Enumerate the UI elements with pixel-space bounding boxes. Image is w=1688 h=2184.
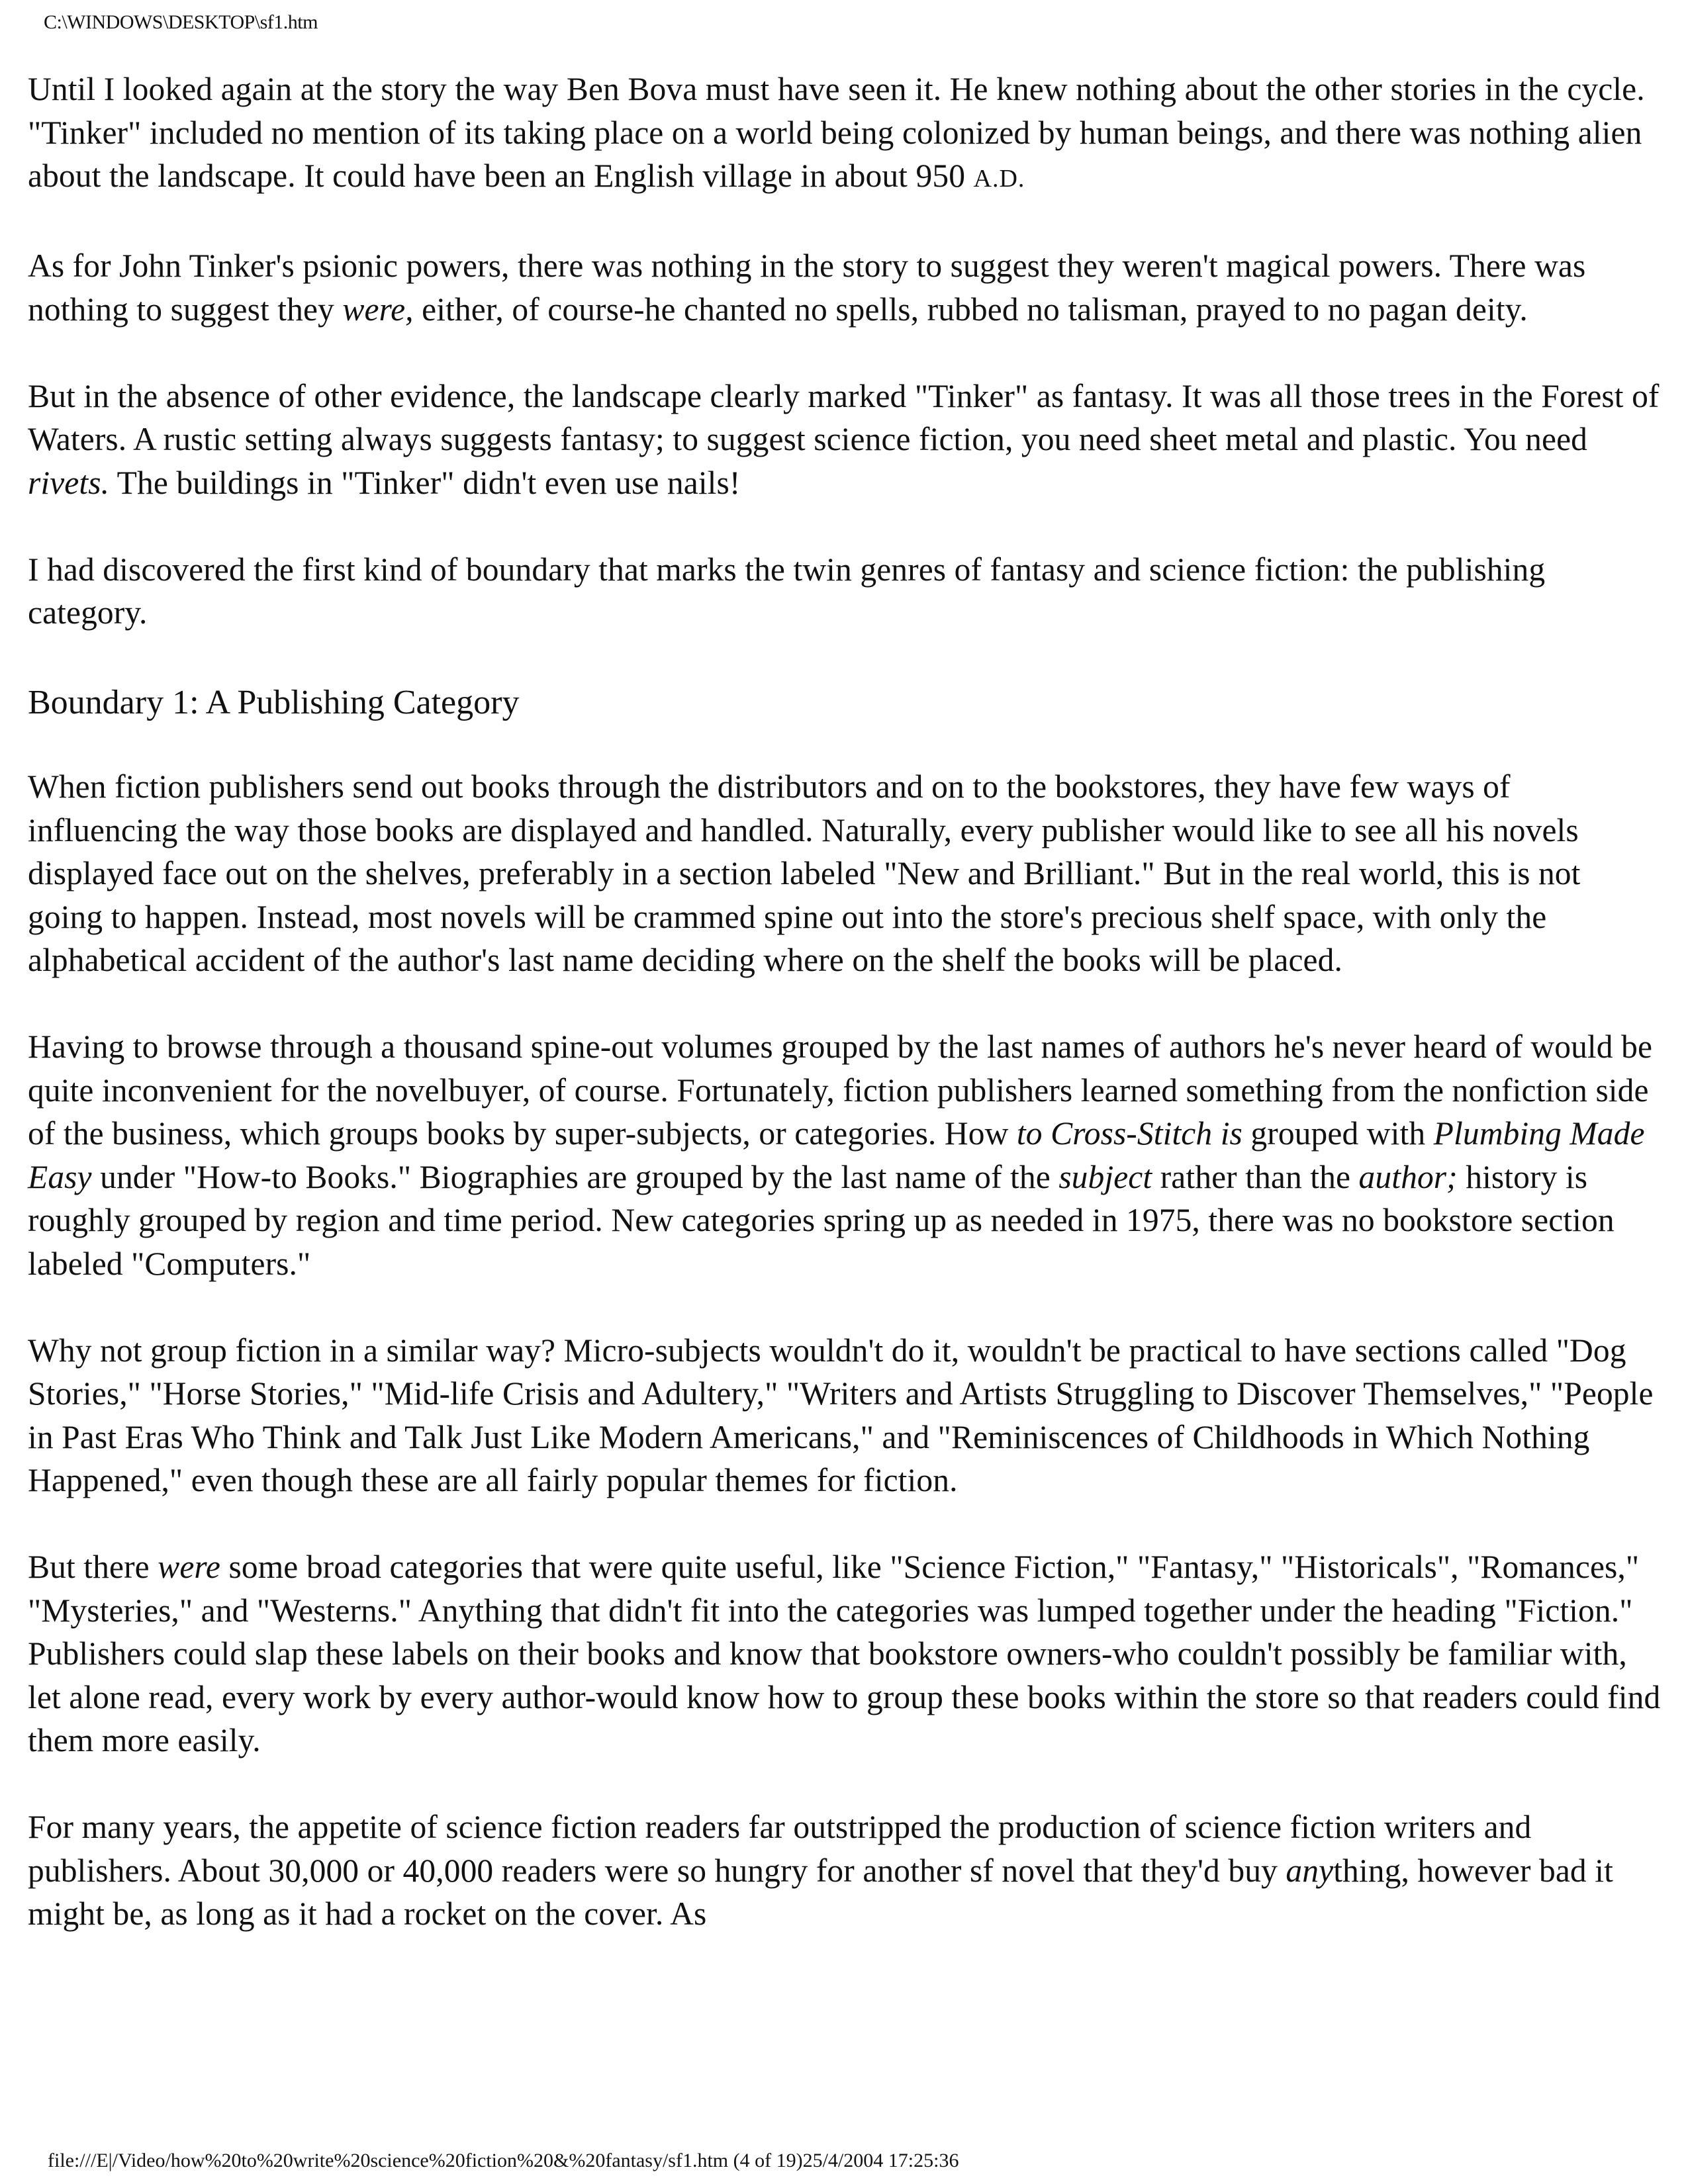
paragraph-9: For many years, the appetite of science fiction readers far outstripped the production of science fiction writers and publishers. About 30,000 or 40,000 readers were so hungry for another sf novel that they'd buy anything, however bad it might be, as long as it had a rocket on the cover. As: [28, 1809, 1613, 1932]
paragraph-6: Having to browse through a thousand spine-out volumes grouped by the last names of authors he's never heard of would be quite inconvenient for the novelbuyer, of course. Fortunately, fiction publishers learned something from the nonfiction side of the business, which groups books by super-subjects, or categories. How to Cross-Stitch is grouped with Plumbing Made Easy under "How-to Books." Biographies are grouped by the last name of the subject rather than the author; history is roughly grouped by region and time period. New categories spring up as needed in 1975, there was no bookstore section labeled "Computers.": [28, 1028, 1653, 1282]
paragraph-5: When fiction publishers send out books through the distributors and on to the bookstores, they have few ways of influencing the way those books are displayed and handled. Naturally, every publisher would like to see all his novels displayed face out on the shelves, preferably in a section labeled "New and Brilliant." But in the real world, this is not going to happen. Instead, most novels will be crammed spine out into the store's precious shelf space, with only the alphabetical accident of the author's last name deciding where on the shelf the books will be placed.: [28, 768, 1581, 978]
paragraph-2: As for John Tinker's psionic powers, there was nothing in the story to suggest they weren't magical powers. There was nothing to suggest they were, either, of course-he chanted no spells, rubbed no talisman, prayed to no pagan deity.: [28, 248, 1586, 328]
section-heading: Boundary 1: A Publishing Category: [28, 684, 520, 721]
emphasis: subject: [1058, 1158, 1152, 1195]
book-title-plumbing: Plumbing Made Easy: [28, 1115, 1645, 1195]
emphasis: any: [1286, 1852, 1334, 1889]
book-title-cross-stitch: to Cross-Stitch is: [1016, 1115, 1243, 1152]
emphasis: were,: [342, 291, 414, 328]
paragraph-8: But there were some broad categories that were quite useful, like "Science Fiction," "Fantasy," "Historicals", "Romances," "Mysteries," and "Westerns." Anything that didn't fit into the categories was lumped together under the heading "Fiction." Publishers could slap these labels on their books and know that bookstore owners-who couldn't possibly be familiar with, let alone read, every work by every author-would know how to group these books within the store so that readers could find them more easily.: [28, 1549, 1661, 1758]
emphasis: rivets.: [28, 464, 110, 501]
paragraph-4: I had discovered the first kind of boundary that marks the twin genres of fantasy and science fiction: the publishing category.: [28, 551, 1546, 631]
emphasis: were: [158, 1549, 220, 1585]
document-body: [28, 68, 1663, 1979]
file-url-footer: file:///E|/Video/how%20to%20write%20science%20fiction%20&%20fantasy/sf1.htm (4 of 19)25/4/2004 17:25:36: [48, 2150, 959, 2171]
paragraph-3: But in the absence of other evidence, the landscape clearly marked "Tinker" as fantasy. It was all those trees in the Forest of Waters. A rustic setting always suggests fantasy; to suggest science fiction, you need sheet metal and plastic. You need rivets. The buildings in "Tinker" didn't even use nails!: [28, 377, 1660, 501]
emphasis: author;: [1358, 1158, 1458, 1195]
file-path-header: C:\WINDOWS\DESKTOP\sf1.htm: [44, 11, 318, 33]
paragraph-7: Why not group fiction in a similar way? Micro-subjects wouldn't do it, wouldn't be practical to have sections called "Dog Stories," "Horse Stories," "Mid-life Crisis and Adultery," "Writers and Artists Struggling to Discover Themselves," "People in Past Eras Who Think and Talk Just Like Modern Americans," and "Reminiscences of Childhoods in Which Nothing Happened," even though these are all fairly popular themes for fiction.: [28, 1332, 1654, 1498]
era-abbreviation: A.D.: [973, 165, 1025, 193]
paragraph-1: Until I looked again at the story the way Ben Bova must have seen it. He knew nothing about the other stories in the cycle. "Tinker" included no mention of its taking place on a world being colonized by human beings, and there was nothing alien about the landscape. It could have been an English village in about 950 A.D.: [28, 71, 1645, 194]
